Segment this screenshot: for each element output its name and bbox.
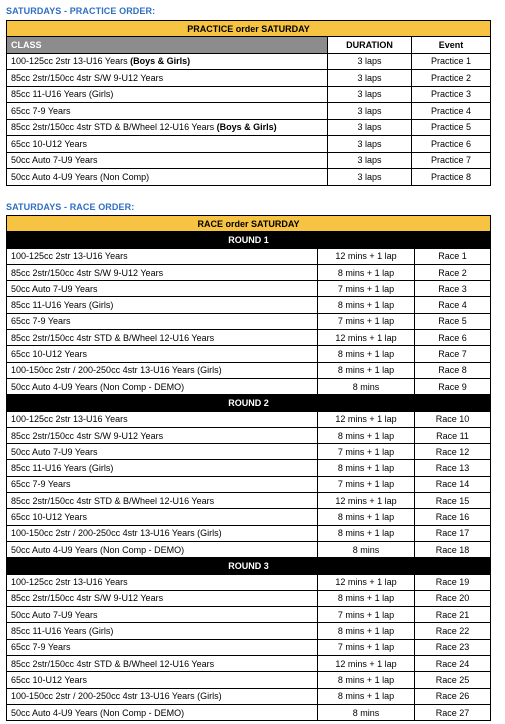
class-cell: 100-150cc 2str / 200-250cc 4str 13-U16 Years (Girls) [7,362,318,378]
race-table [6,215,491,721]
class-cell: 85cc 2str/150cc 4str STD & B/Wheel 12-U16 Years [7,330,318,346]
duration-cell: 8 mins + 1 lap [318,525,415,541]
race-row [7,639,491,655]
duration-cell: 3 laps [328,169,412,186]
duration-cell: 8 mins + 1 lap [318,623,415,639]
class-cell: 50cc Auto 4-U9 Years (Non Comp - DEMO) [7,704,318,720]
race-row [7,378,491,394]
race-row [7,281,491,297]
duration-cell: 3 laps [328,136,412,153]
class-cell [7,103,328,120]
race-row [7,460,491,476]
duration-cell: 7 mins + 1 lap [318,444,415,460]
race-row [7,574,491,590]
class-cell: 65cc 10-U12 Years [7,346,318,362]
event-cell: Race 20 [415,590,491,606]
race-section-title: SATURDAYS - RACE ORDER: [6,202,135,212]
event-cell: Race 10 [415,411,491,427]
duration-cell: 8 mins + 1 lap [318,460,415,476]
duration-cell: 12 mins + 1 lap [318,493,415,509]
event-cell: Race 4 [415,297,491,313]
duration-cell: 12 mins + 1 lap [318,411,415,427]
event-cell: Race 25 [415,672,491,688]
race-row [7,493,491,509]
race-row [7,704,491,720]
duration-cell: 7 mins + 1 lap [318,476,415,492]
duration-cell: 3 laps [328,152,412,169]
duration-cell: 12 mins + 1 lap [318,656,415,672]
duration-cell: 3 laps [328,70,412,87]
practice-row [7,169,491,186]
race-row [7,525,491,541]
duration-cell: 8 mins + 1 lap [318,427,415,443]
event-cell: Race 19 [415,574,491,590]
race-row [7,264,491,280]
class-cell: 50cc Auto 4-U9 Years (Non Comp - DEMO) [7,541,318,557]
event-cell: Practice 1 [412,53,491,70]
event-cell: Race 5 [415,313,491,329]
duration-cell: 8 mins + 1 lap [318,264,415,280]
event-cell: Race 6 [415,330,491,346]
class-cell: 65cc 7-9 Years [7,476,318,492]
event-cell: Race 13 [415,460,491,476]
event-cell: Practice 8 [412,169,491,186]
duration-cell: 8 mins + 1 lap [318,590,415,606]
event-cell: Race 24 [415,656,491,672]
class-text: 100-125cc 2str 13-U16 Years [11,56,131,67]
race-row [7,297,491,313]
race-row [7,590,491,606]
event-cell: Race 2 [415,264,491,280]
event-cell: Race 14 [415,476,491,492]
event-cell: Race 11 [415,427,491,443]
duration-cell: 8 mins + 1 lap [318,346,415,362]
race-row [7,607,491,623]
round-label: ROUND 2 [7,395,491,411]
race-row [7,623,491,639]
duration-cell: 8 mins [318,541,415,557]
class-cell: 50cc Auto 4-U9 Years (Non Comp - DEMO) [7,378,318,394]
duration-cell: 12 mins + 1 lap [318,248,415,264]
race-row [7,541,491,557]
class-text: 50cc Auto 7-U9 Years [11,155,98,166]
round-label: ROUND 1 [7,232,491,248]
class-cell: 85cc 11-U16 Years (Girls) [7,297,318,313]
duration-cell: 8 mins + 1 lap [318,672,415,688]
class-cell [7,169,328,186]
duration-cell: 3 laps [328,53,412,70]
class-cell [7,86,328,103]
practice-row [7,152,491,169]
practice-row [7,136,491,153]
practice-row [7,70,491,87]
event-cell: Race 22 [415,623,491,639]
class-cell: 85cc 2str/150cc 4str S/W 9-U12 Years [7,264,318,280]
class-text: 85cc 2str/150cc 4str S/W 9-U12 Years [11,72,164,83]
class-cell: 85cc 2str/150cc 4str S/W 9-U12 Years [7,427,318,443]
race-row [7,362,491,378]
duration-cell: 8 mins + 1 lap [318,509,415,525]
event-cell: Race 18 [415,541,491,557]
race-title-row [7,216,491,232]
event-cell: Practice 7 [412,152,491,169]
duration-cell: 7 mins + 1 lap [318,607,415,623]
class-column-header: CLASS [7,37,328,54]
duration-cell: 7 mins + 1 lap [318,281,415,297]
event-cell: Race 15 [415,493,491,509]
practice-row [7,86,491,103]
class-cell: 65cc 7-9 Years [7,639,318,655]
race-row [7,427,491,443]
duration-cell: 12 mins + 1 lap [318,330,415,346]
class-cell: 100-150cc 2str / 200-250cc 4str 13-U16 Years (Girls) [7,525,318,541]
event-cell: Race 26 [415,688,491,704]
race-row [7,330,491,346]
class-cell: 65cc 10-U12 Years [7,672,318,688]
event-cell: Practice 3 [412,86,491,103]
round-header-row [7,558,491,574]
event-cell: Race 17 [415,525,491,541]
practice-row [7,119,491,136]
event-column-header: Event [412,37,491,54]
event-cell: Race 1 [415,248,491,264]
class-cell [7,119,328,136]
practice-row [7,53,491,70]
class-cell: 100-150cc 2str / 200-250cc 4str 13-U16 Years (Girls) [7,688,318,704]
race-row [7,672,491,688]
practice-title-row [7,21,491,37]
duration-cell: 3 laps [328,119,412,136]
race-row [7,346,491,362]
duration-cell: 3 laps [328,103,412,120]
class-cell: 85cc 2str/150cc 4str S/W 9-U12 Years [7,590,318,606]
event-cell: Race 27 [415,704,491,720]
class-text: 50cc Auto 4-U9 Years (Non Comp) [11,171,150,182]
duration-cell: 8 mins [318,704,415,720]
class-cell [7,70,328,87]
practice-table-title: PRACTICE order SATURDAY [7,21,491,37]
class-cell [7,152,328,169]
class-cell: 50cc Auto 7-U9 Years [7,281,318,297]
round-label: ROUND 3 [7,558,491,574]
class-text-bold: (Boys & Girls) [130,56,191,67]
class-cell: 100-125cc 2str 13-U16 Years [7,574,318,590]
practice-header-row [7,37,491,54]
duration-cell: 3 laps [328,86,412,103]
duration-cell: 7 mins + 1 lap [318,639,415,655]
race-row [7,444,491,460]
round-header-row [7,395,491,411]
class-text: 65cc 7-9 Years [11,105,71,116]
duration-cell: 8 mins + 1 lap [318,688,415,704]
event-cell: Practice 5 [412,119,491,136]
duration-cell: 12 mins + 1 lap [318,574,415,590]
class-cell: 65cc 10-U12 Years [7,509,318,525]
duration-cell: 8 mins [318,378,415,394]
event-cell: Practice 6 [412,136,491,153]
class-cell: 50cc Auto 7-U9 Years [7,444,318,460]
event-cell: Race 12 [415,444,491,460]
event-cell: Race 21 [415,607,491,623]
race-row [7,313,491,329]
class-cell: 100-125cc 2str 13-U16 Years [7,248,318,264]
class-cell: 85cc 2str/150cc 4str STD & B/Wheel 12-U16 Years [7,656,318,672]
practice-section-title: SATURDAYS - PRACTICE ORDER: [6,6,156,16]
practice-row [7,103,491,120]
race-row [7,688,491,704]
class-text: 65cc 10-U12 Years [11,138,88,149]
duration-cell: 8 mins + 1 lap [318,362,415,378]
event-cell: Practice 4 [412,103,491,120]
duration-cell: 7 mins + 1 lap [318,313,415,329]
event-cell: Race 9 [415,378,491,394]
class-cell: 85cc 11-U16 Years (Girls) [7,460,318,476]
duration-column-header: DURATION [328,37,412,54]
practice-table [6,20,491,186]
class-text: 85cc 11-U16 Years (Girls) [11,89,114,100]
class-text-bold: (Boys & Girls) [216,122,277,133]
race-row [7,411,491,427]
duration-cell: 8 mins + 1 lap [318,297,415,313]
race-row [7,248,491,264]
class-cell [7,53,328,70]
class-cell: 85cc 11-U16 Years (Girls) [7,623,318,639]
race-row [7,509,491,525]
event-cell: Race 23 [415,639,491,655]
event-cell: Practice 2 [412,70,491,87]
race-row [7,656,491,672]
class-cell: 50cc Auto 7-U9 Years [7,607,318,623]
class-cell: 65cc 7-9 Years [7,313,318,329]
class-cell [7,136,328,153]
class-cell: 85cc 2str/150cc 4str STD & B/Wheel 12-U16 Years [7,493,318,509]
event-cell: Race 3 [415,281,491,297]
race-table-title: RACE order SATURDAY [7,216,491,232]
event-cell: Race 8 [415,362,491,378]
event-cell: Race 7 [415,346,491,362]
race-row [7,476,491,492]
event-cell: Race 16 [415,509,491,525]
round-header-row [7,232,491,248]
class-text: 85cc 2str/150cc 4str STD & B/Wheel 12-U16 Years [11,122,217,133]
class-cell: 100-125cc 2str 13-U16 Years [7,411,318,427]
